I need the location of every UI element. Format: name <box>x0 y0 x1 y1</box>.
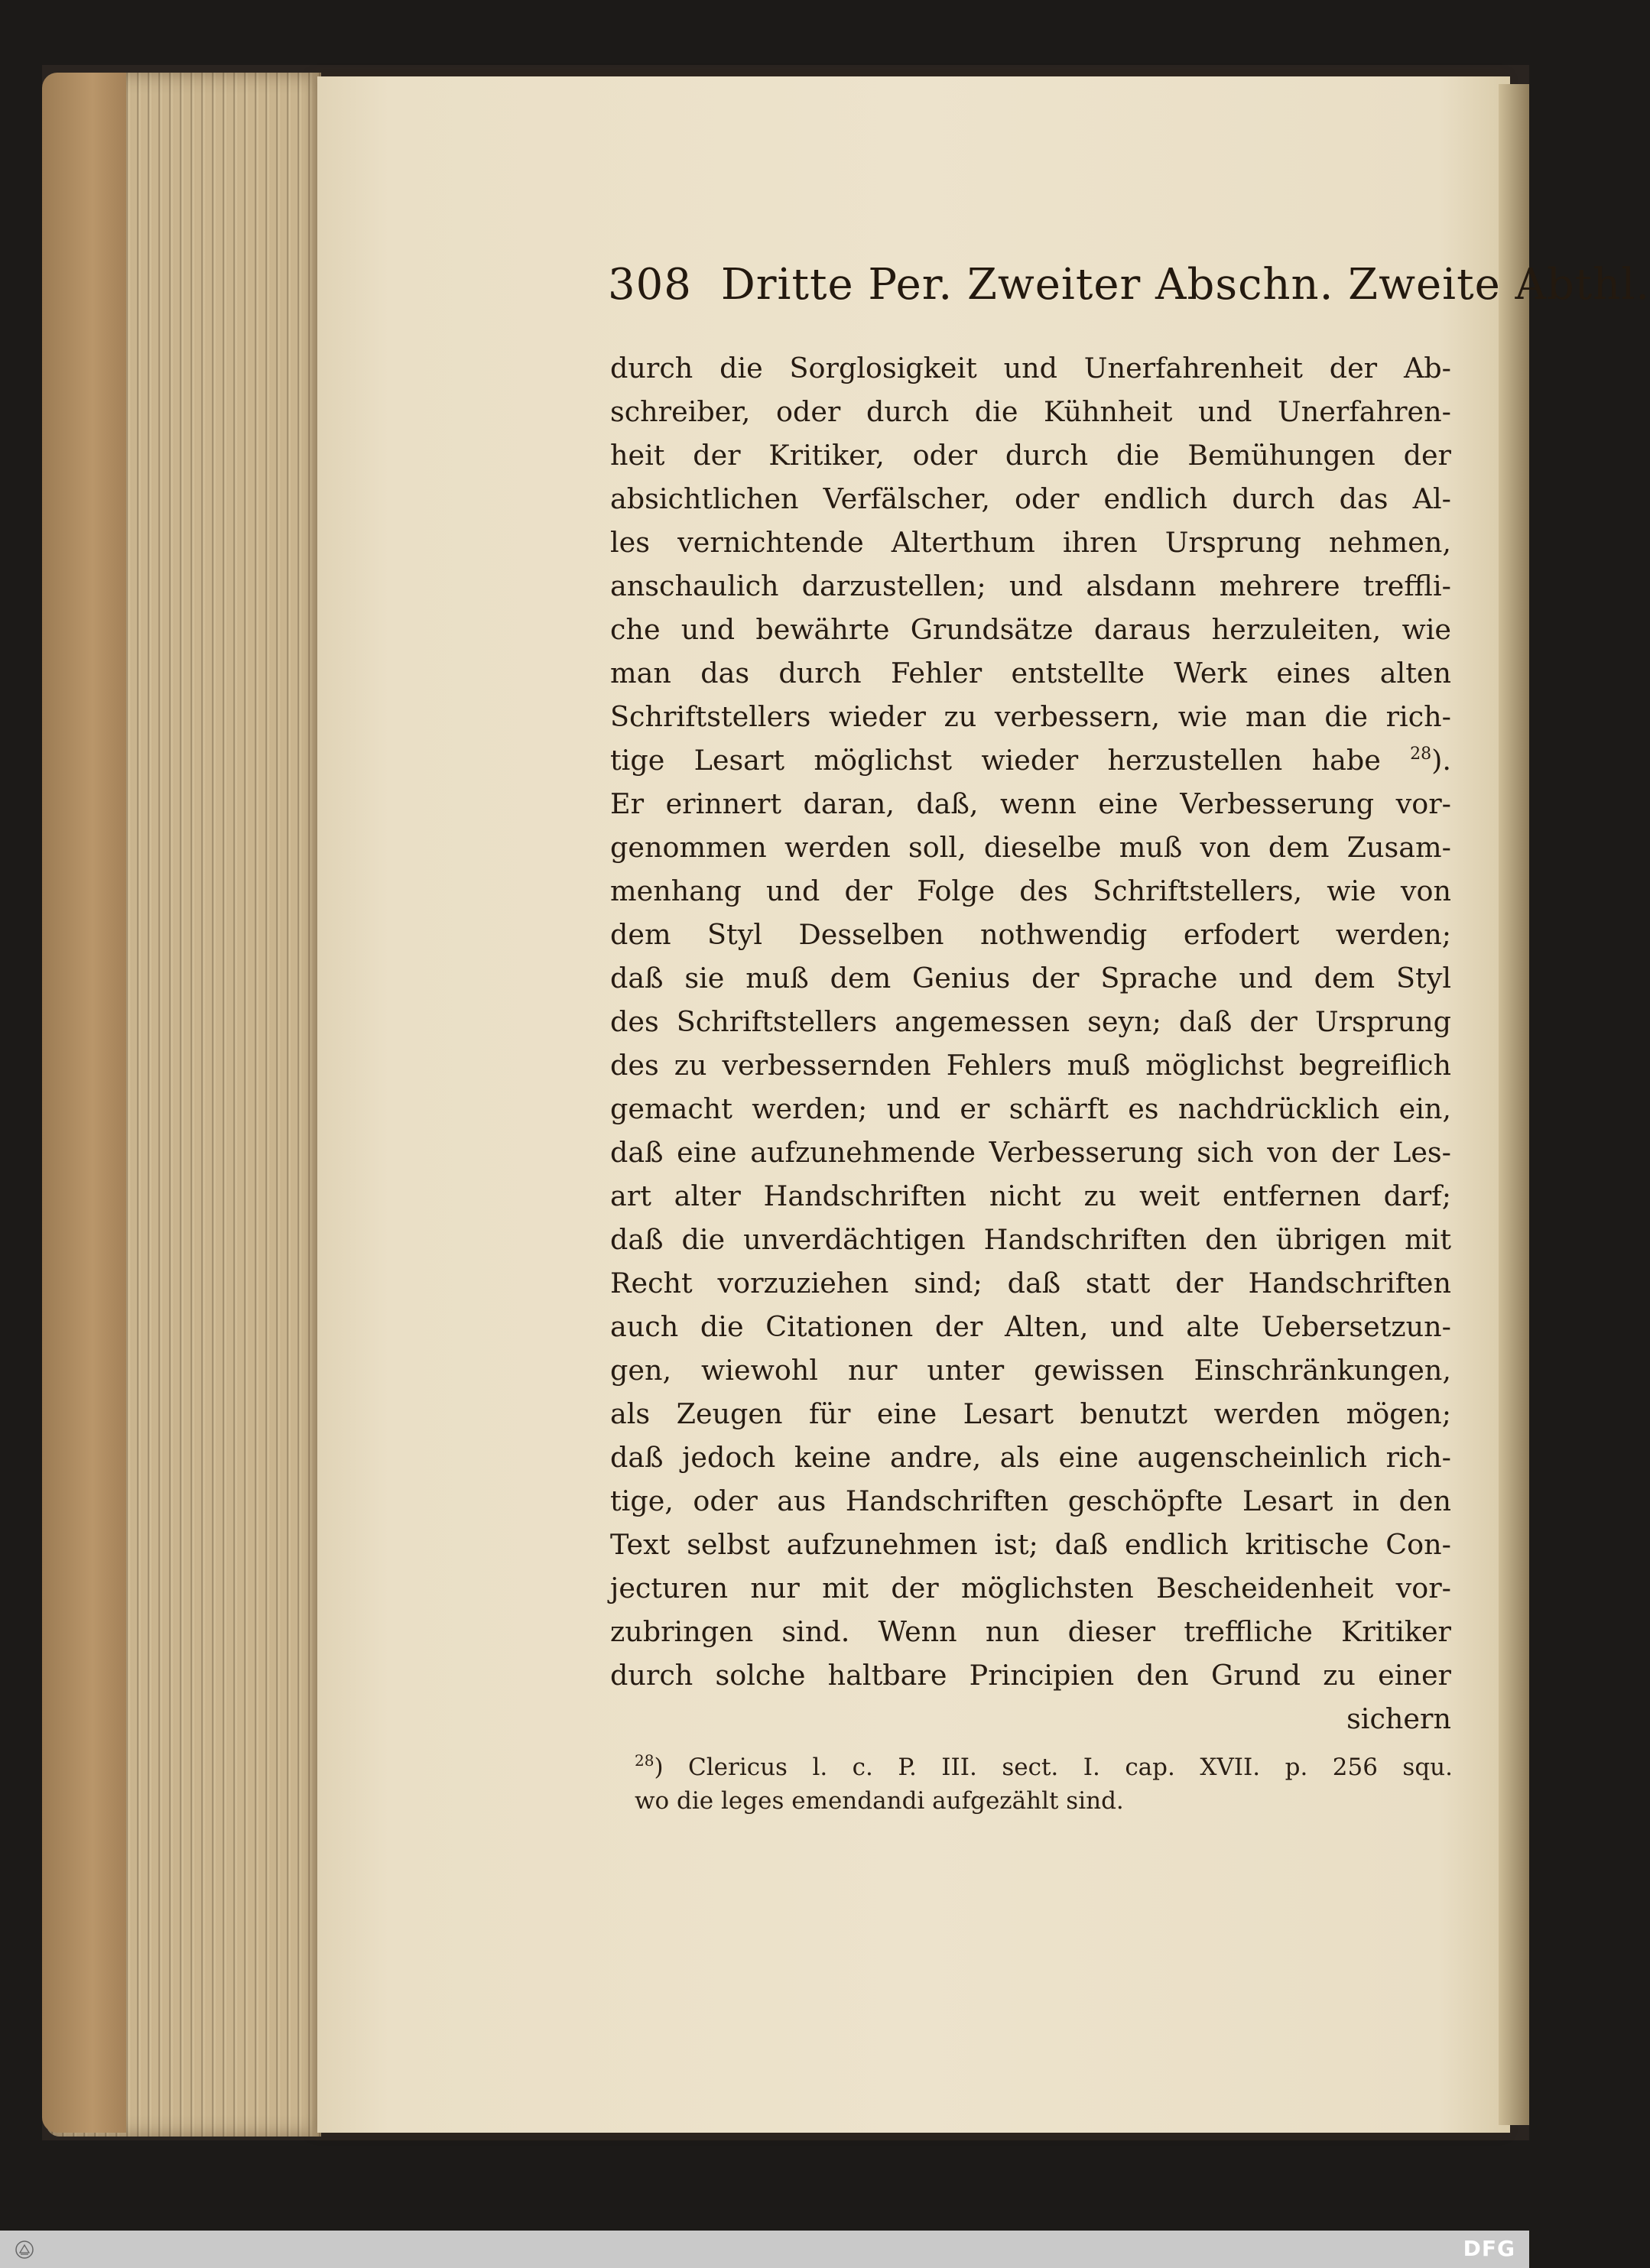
running-header <box>608 260 1650 310</box>
text-line: durch solche haltbare Principien den Grund zu einer <box>610 1659 1451 1692</box>
footnote-reference: 28 <box>1410 745 1432 764</box>
text-line: art alter Handschriften nicht zu weit entfernen darf; <box>610 1179 1451 1212</box>
catchword: sichern <box>1346 1702 1451 1735</box>
text-line: des zu verbessernden Fehlers muß möglichst begreiflich <box>610 1049 1451 1082</box>
text-line: gen, wiewohl nur unter gewissen Einschränkungen, <box>610 1354 1451 1387</box>
footnote-reference-close: ). <box>1431 744 1451 777</box>
text-line: daß jedoch keine andre, als eine augenscheinlich rich- <box>610 1441 1451 1474</box>
text-line: als Zeugen für eine Lesart benutzt werden mögen; <box>610 1397 1451 1430</box>
text-line: tige, oder aus Handschriften geschöpfte Lesart in den <box>610 1484 1451 1517</box>
text-line: auch die Citationen der Alten, und alte Uebersetzun- <box>610 1310 1451 1343</box>
text-line: Recht vorzuziehen sind; daß statt der Handschriften <box>610 1267 1451 1299</box>
body-text <box>610 346 1451 1741</box>
library-seal-icon <box>3 2233 46 2266</box>
text-line: schreiber, oder durch die Kühnheit und Unerfahren- <box>610 395 1451 428</box>
text-line: dem Styl Desselben nothwendig erfodert werden; <box>610 918 1451 951</box>
text-line: anschaulich darzustellen; und alsdann mehrere treffli- <box>610 569 1451 602</box>
text-line: daß die unverdächtigen Handschriften den übrigen mit <box>610 1223 1451 1256</box>
text-line: genommen werden soll, dieselbe muß von dem Zusam- <box>610 831 1451 864</box>
right-page-edge <box>1499 84 1529 2125</box>
text-line: les vernichtende Alterthum ihren Ursprung nehmen, <box>610 526 1451 559</box>
viewer-footer-bar <box>0 2231 1529 2268</box>
dfg-logo: DFG <box>1463 2236 1515 2261</box>
page-number: 308 <box>608 260 692 310</box>
text-line: gemacht werden; und er schärft es nachdrücklich ein, <box>610 1092 1451 1125</box>
text-line: durch die Sorglosigkeit und Unerfahrenheit der Ab- <box>610 352 1451 384</box>
footnote <box>635 1750 1453 1818</box>
text-line: jecturen nur mit der möglichsten Bescheidenheit vor- <box>610 1572 1451 1604</box>
text-line: zubringen sind. Wenn nun dieser treffliche Kritiker <box>610 1615 1451 1648</box>
text-line: man das durch Fehler entstellte Werk eines alten <box>610 657 1451 689</box>
footnote-line: wo die leges emendandi aufgezählt sind. <box>635 1787 1124 1815</box>
text-line: des Schriftstellers angemessen seyn; daß der Ursprung <box>610 1005 1451 1038</box>
text-line: heit der Kritiker, oder durch die Bemühungen der <box>610 439 1451 472</box>
book-cover-edge <box>42 73 126 2133</box>
footnote-text: ) Clericus l. c. P. III. sect. I. cap. XVII. p. 256 squ. <box>654 1754 1453 1781</box>
text-line: absichtlichen Verfälscher, oder endlich durch das Al- <box>610 482 1451 515</box>
text-line: Text selbst aufzunehmen ist; daß endlich kritische Con- <box>610 1528 1451 1561</box>
footnote-marker: 28 <box>635 1751 654 1770</box>
text-line: Schriftstellers wieder zu verbessern, wie man die rich- <box>610 700 1451 733</box>
text-line: tige Lesart möglichst wieder herzustellen habe <box>610 744 1381 777</box>
running-title: Dritte Per. Zweiter Abschn. Zweite Abthl. <box>720 260 1650 310</box>
text-line: daß eine aufzunehmende Verbesserung sich von der Les- <box>610 1136 1451 1169</box>
text-line: Er erinnert daran, daß, wenn eine Verbesserung vor- <box>610 787 1451 820</box>
text-line: menhang und der Folge des Schriftstellers, wie von <box>610 874 1451 907</box>
text-line-with-footnote-ref <box>610 738 1451 782</box>
footnote-line <box>635 1750 1453 1784</box>
text-line: daß sie muß dem Genius der Sprache und dem Styl <box>610 962 1451 994</box>
text-line: che und bewährte Grundsätze daraus herzuleiten, wie <box>610 613 1451 646</box>
